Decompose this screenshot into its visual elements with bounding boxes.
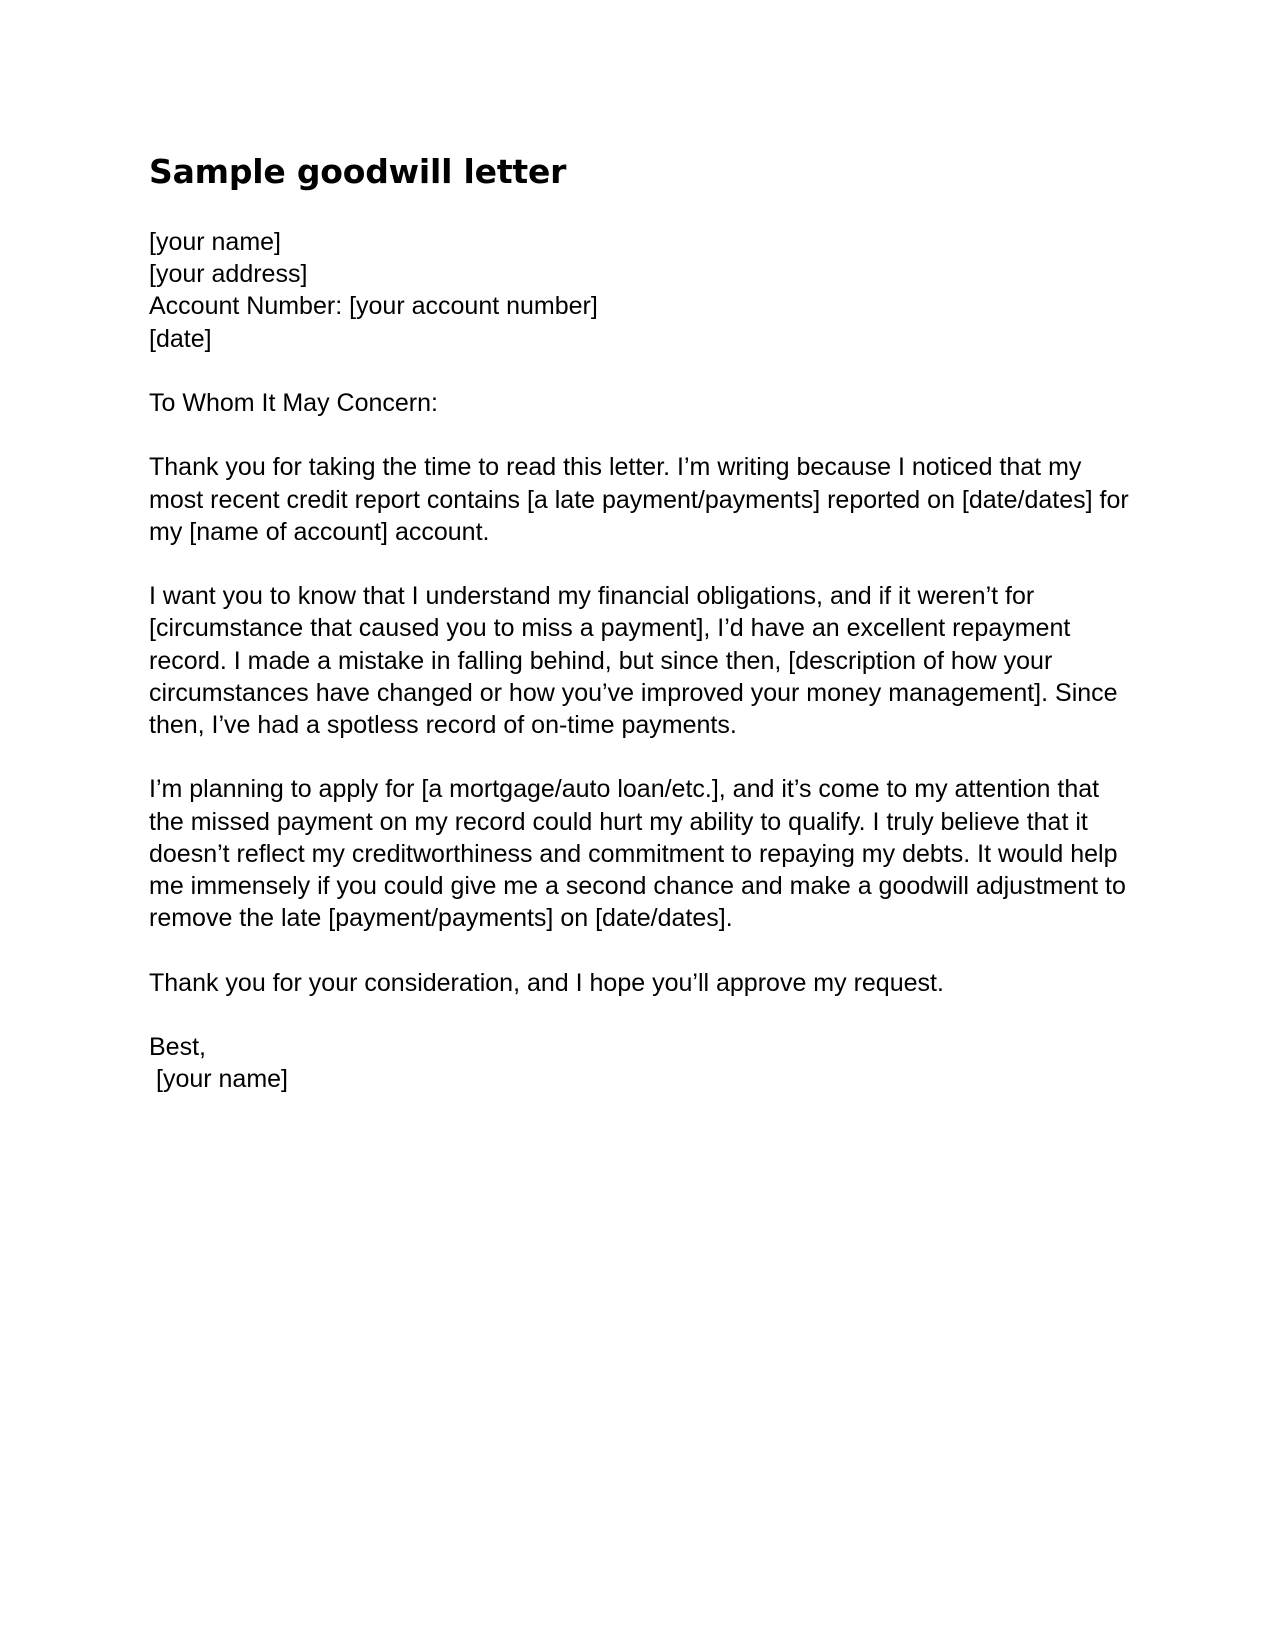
document-title: Sample goodwill letter: [149, 152, 567, 191]
letter-content: [149, 150, 1134, 1128]
sender-name: [your name]: [149, 228, 282, 256]
sender-address: [your address]: [149, 260, 308, 289]
paragraph-explanation: I want you to know that I understand my financial obligations, and if it weren’t for [circumstance that caused you to miss a payment], I’d have an excellent repayment record. I made a mistake in falling behind, but since then, [description of how your circumstances have changed or how you’ve improved your money management]. Since then, I’ve had a spotless record of on-time payments.: [149, 582, 1118, 739]
paragraph-intro: Thank you for taking the time to read this letter. I’m writing because I noticed that my most recent credit report contains [a late payment/payments] reported on [date/dates] for my [name of account] account.: [149, 453, 1129, 546]
account-number: Account Number: [your account number]: [149, 292, 598, 321]
sender-block: [149, 226, 1134, 355]
closing-block: [149, 1031, 1134, 1095]
closing: Best,: [149, 1032, 206, 1061]
letter-date: [date]: [149, 324, 212, 353]
paragraph-thanks: Thank you for your consideration, and I hope you’ll approve my request.: [149, 968, 944, 997]
paragraph-request: I’m planning to apply for [a mortgage/auto loan/etc.], and it’s come to my attention that the missed payment on my record could hurt my ability to qualify. I truly believe that it doesn’t reflect my creditworthiness and commitment to repaying my debts. It would help me immensely if you could give me a second chance and make a goodwill adjustment to remove the late [payment/payments] on [date/dates].: [149, 775, 1126, 933]
salutation: To Whom It May Concern:: [149, 389, 438, 417]
signature-name: [your name]: [156, 1065, 289, 1094]
